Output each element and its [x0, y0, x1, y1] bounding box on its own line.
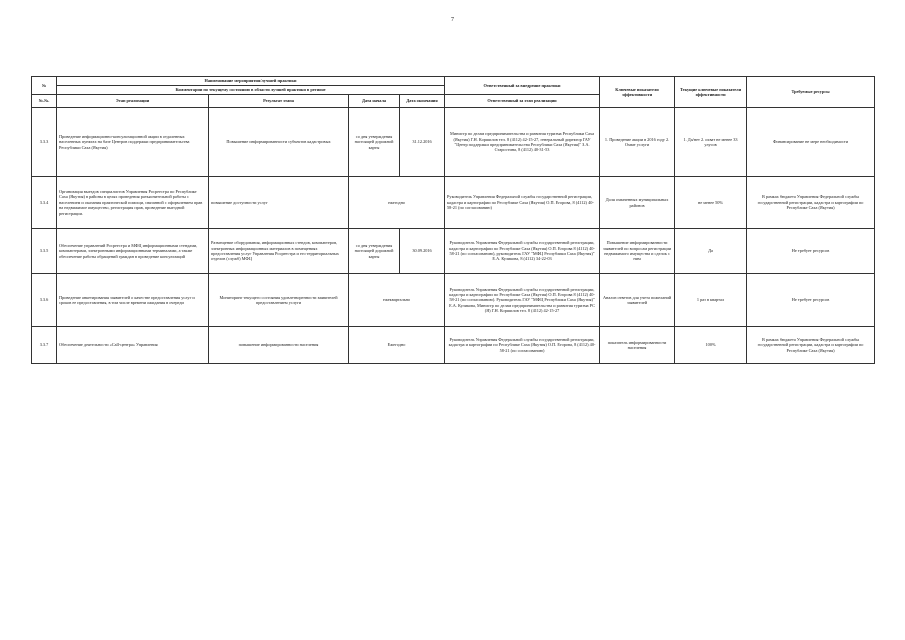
cell-start: со дня утверждения настоящей дорожной карты — [349, 229, 400, 274]
cell-value: Да — [675, 229, 747, 274]
cell-start: ежегодно — [349, 177, 445, 229]
cell-result: Повышение информированности субъектов кадастровых — [209, 108, 349, 177]
cell-end: 30.09.2016 — [400, 229, 445, 274]
cell-resources: Не требует ресурсов — [747, 274, 875, 327]
cell-stage: Обеспечение деятельности «Call-центра» Управления — [57, 327, 209, 364]
cell-start: Ежегодно — [349, 327, 445, 364]
header-resources: Требуемые ресурсы — [747, 77, 875, 108]
cell-indicator: показатель информированности населения — [600, 327, 675, 364]
cell-result: Размещение оборудования, информационных стендов, компьютеров, электронных информационных материалов в помещениях предоставления услуг Управления Росреестра и его территориальных отделов (служб) МФЦ — [209, 229, 349, 274]
table-row — [32, 177, 875, 229]
cell-num: 3.3.5 — [32, 229, 57, 274]
cell-responsible: Руководитель Управления Федеральной службы государственной регистрации, кадастра и картографии по Республике Саха (Якутия) О.П. Егорова 8 (4112) 40-58-21 (по согласованию), руководитель ГАУ "МФЦ Республики Саха (Якутия)" Е.А. Куликова, 8 (4112) 34-22-03 — [445, 229, 600, 274]
cell-value: не менее 50% — [675, 177, 747, 229]
page-number: 7 — [451, 17, 454, 23]
cell-end: 31.12.2016 — [400, 108, 445, 177]
cell-result: повышение информированности населения — [209, 327, 349, 364]
header-current-value: Текущие ключевые показатели эффективности — [675, 77, 747, 108]
cell-num: 3.3.7 — [32, 327, 57, 364]
cell-result: повышение доступности услуг — [209, 177, 349, 229]
cell-resources: В рамках бюджета Управления Федеральной службы государственной регистрации, кадастра и картографии по Республике Саха (Якутия) — [747, 177, 875, 229]
cell-num: 3.3.4 — [32, 177, 57, 229]
cell-num: 3.3.3 — [32, 108, 57, 177]
cell-stage: Обеспечение управлений Росреестра и МФЦ информационными стендами, компьютерами, электронными информационными терминалами, а также обеспечение работы обращений граждан в проведение консультаций — [57, 229, 209, 274]
header-row-1 — [32, 77, 875, 86]
cell-indicator: Доля охваченных муниципальных районов — [600, 177, 675, 229]
cell-responsible: Руководитель Управления Федеральной службы государственной регистрации, кадастра и картографии по Республике Саха (Якутия) О.П. Егорова 8 (4112) 40-58-21 (по согласованию). Руководитель ГАУ "МФЦ Республики Саха (Якутия)" Е.А. Куликова, Министр по делам предпринимательства и развития туризма РС (Я) Г.Н. Коршилов тел. 8 (4112) 42-15-27 — [445, 274, 600, 327]
table-row — [32, 327, 875, 364]
header-col-stage: Этап реализации — [57, 95, 209, 108]
cell-num: 3.3.6 — [32, 274, 57, 327]
cell-responsible: Руководитель Управления Федеральной службы государственной регистрации, кадастра и картографии по Республике Саха (Якутия) О.П. Егорова, 8 (4112) 40-58-21 (по согласованию) — [445, 177, 600, 229]
header-col-start: Дата начала — [349, 95, 400, 108]
cell-start: со дня утверждения настоящей дорожной карты — [349, 108, 400, 177]
header-measure-name: Наименование мероприятия/лучшей практики — [57, 77, 445, 86]
table-row — [32, 274, 875, 327]
cell-result: Мониторинг текущего состояния удовлетворенности заявителей предоставлением услуги — [209, 274, 349, 327]
cell-stage: Проведение анкетирования заявителей о качестве предоставления услуг и сроков ее предоставления, в том числе времени ожидания в очереди — [57, 274, 209, 327]
cell-start: ежеквартально — [349, 274, 445, 327]
header-col-end: Дата окончания — [400, 95, 445, 108]
cell-indicator: 1. Проведение акции в 2016 году 2. Охват услуги — [600, 108, 675, 177]
cell-resources: Не требует ресурсов — [747, 229, 875, 274]
cell-stage: Организация выездов специалистов Управления Росреестра по Республике Саха (Якутия) в районы в целях проведения разъяснительной работы с населением и оказания практической помощи, связанной с оформлением прав на недвижимое имущество, регистрация прав, проведение выездной регистрации. — [57, 177, 209, 229]
cell-resources: В рамках бюджета Управления Федеральной службы государственной регистрации, кадастра и картографии по Республике Саха (Якутия) — [747, 327, 875, 364]
header-commentary: Комментарии по текущему состоянию в области лучшей практики в регионе — [57, 86, 445, 95]
header-responsible: Ответственный за внедрение практики — [445, 77, 600, 95]
cell-indicator: Анализ ответов для учета пожеланий заявителей — [600, 274, 675, 327]
table-row — [32, 108, 875, 177]
cell-responsible: Руководитель Управления Федеральной службы государственной регистрации, кадастра и картографии по Республике Саха (Якутия) О.П. Егорова, 8 (4112) 40-58-21 (по согласованию) — [445, 327, 600, 364]
cell-resources: Финансирование не мере необходимости — [747, 108, 875, 177]
cell-stage: Проведение информационно-консультационной акции в отдаленных населенных пунктах на базе Центров поддержки предпринимательства Республики Саха (Якутия) — [57, 108, 209, 177]
cell-responsible: Министр по делам предпринимательства и развития туризма Республики Саха (Якутия) Г.Н. Коршилов тел. 8 (4112) 42-15-27, генеральный директор ГАУ "Центр поддержки предпринимательства Республики Саха (Якутия)" З.А. Старостина, 8 (4112) 40-31-53 — [445, 108, 600, 177]
header-num: № — [32, 77, 57, 95]
header-col-responsible-stage: Ответственный за этап реализации — [445, 95, 600, 108]
header-key-indicator: Ключевые показатели эффективности — [600, 77, 675, 108]
roadmap-table — [31, 76, 875, 364]
header-col-num: №.№. — [32, 95, 57, 108]
cell-indicator: Повышение информированности заявителей по вопросам регистрации недвижимого имущества и сделок с ним — [600, 229, 675, 274]
cell-value: 1. Да/нет 2. охват не менее 33 улусов — [675, 108, 747, 177]
cell-value: 100% — [675, 327, 747, 364]
header-col-result: Результат этапа — [209, 95, 349, 108]
cell-value: 1 раз в квартал — [675, 274, 747, 327]
table-row — [32, 229, 875, 274]
